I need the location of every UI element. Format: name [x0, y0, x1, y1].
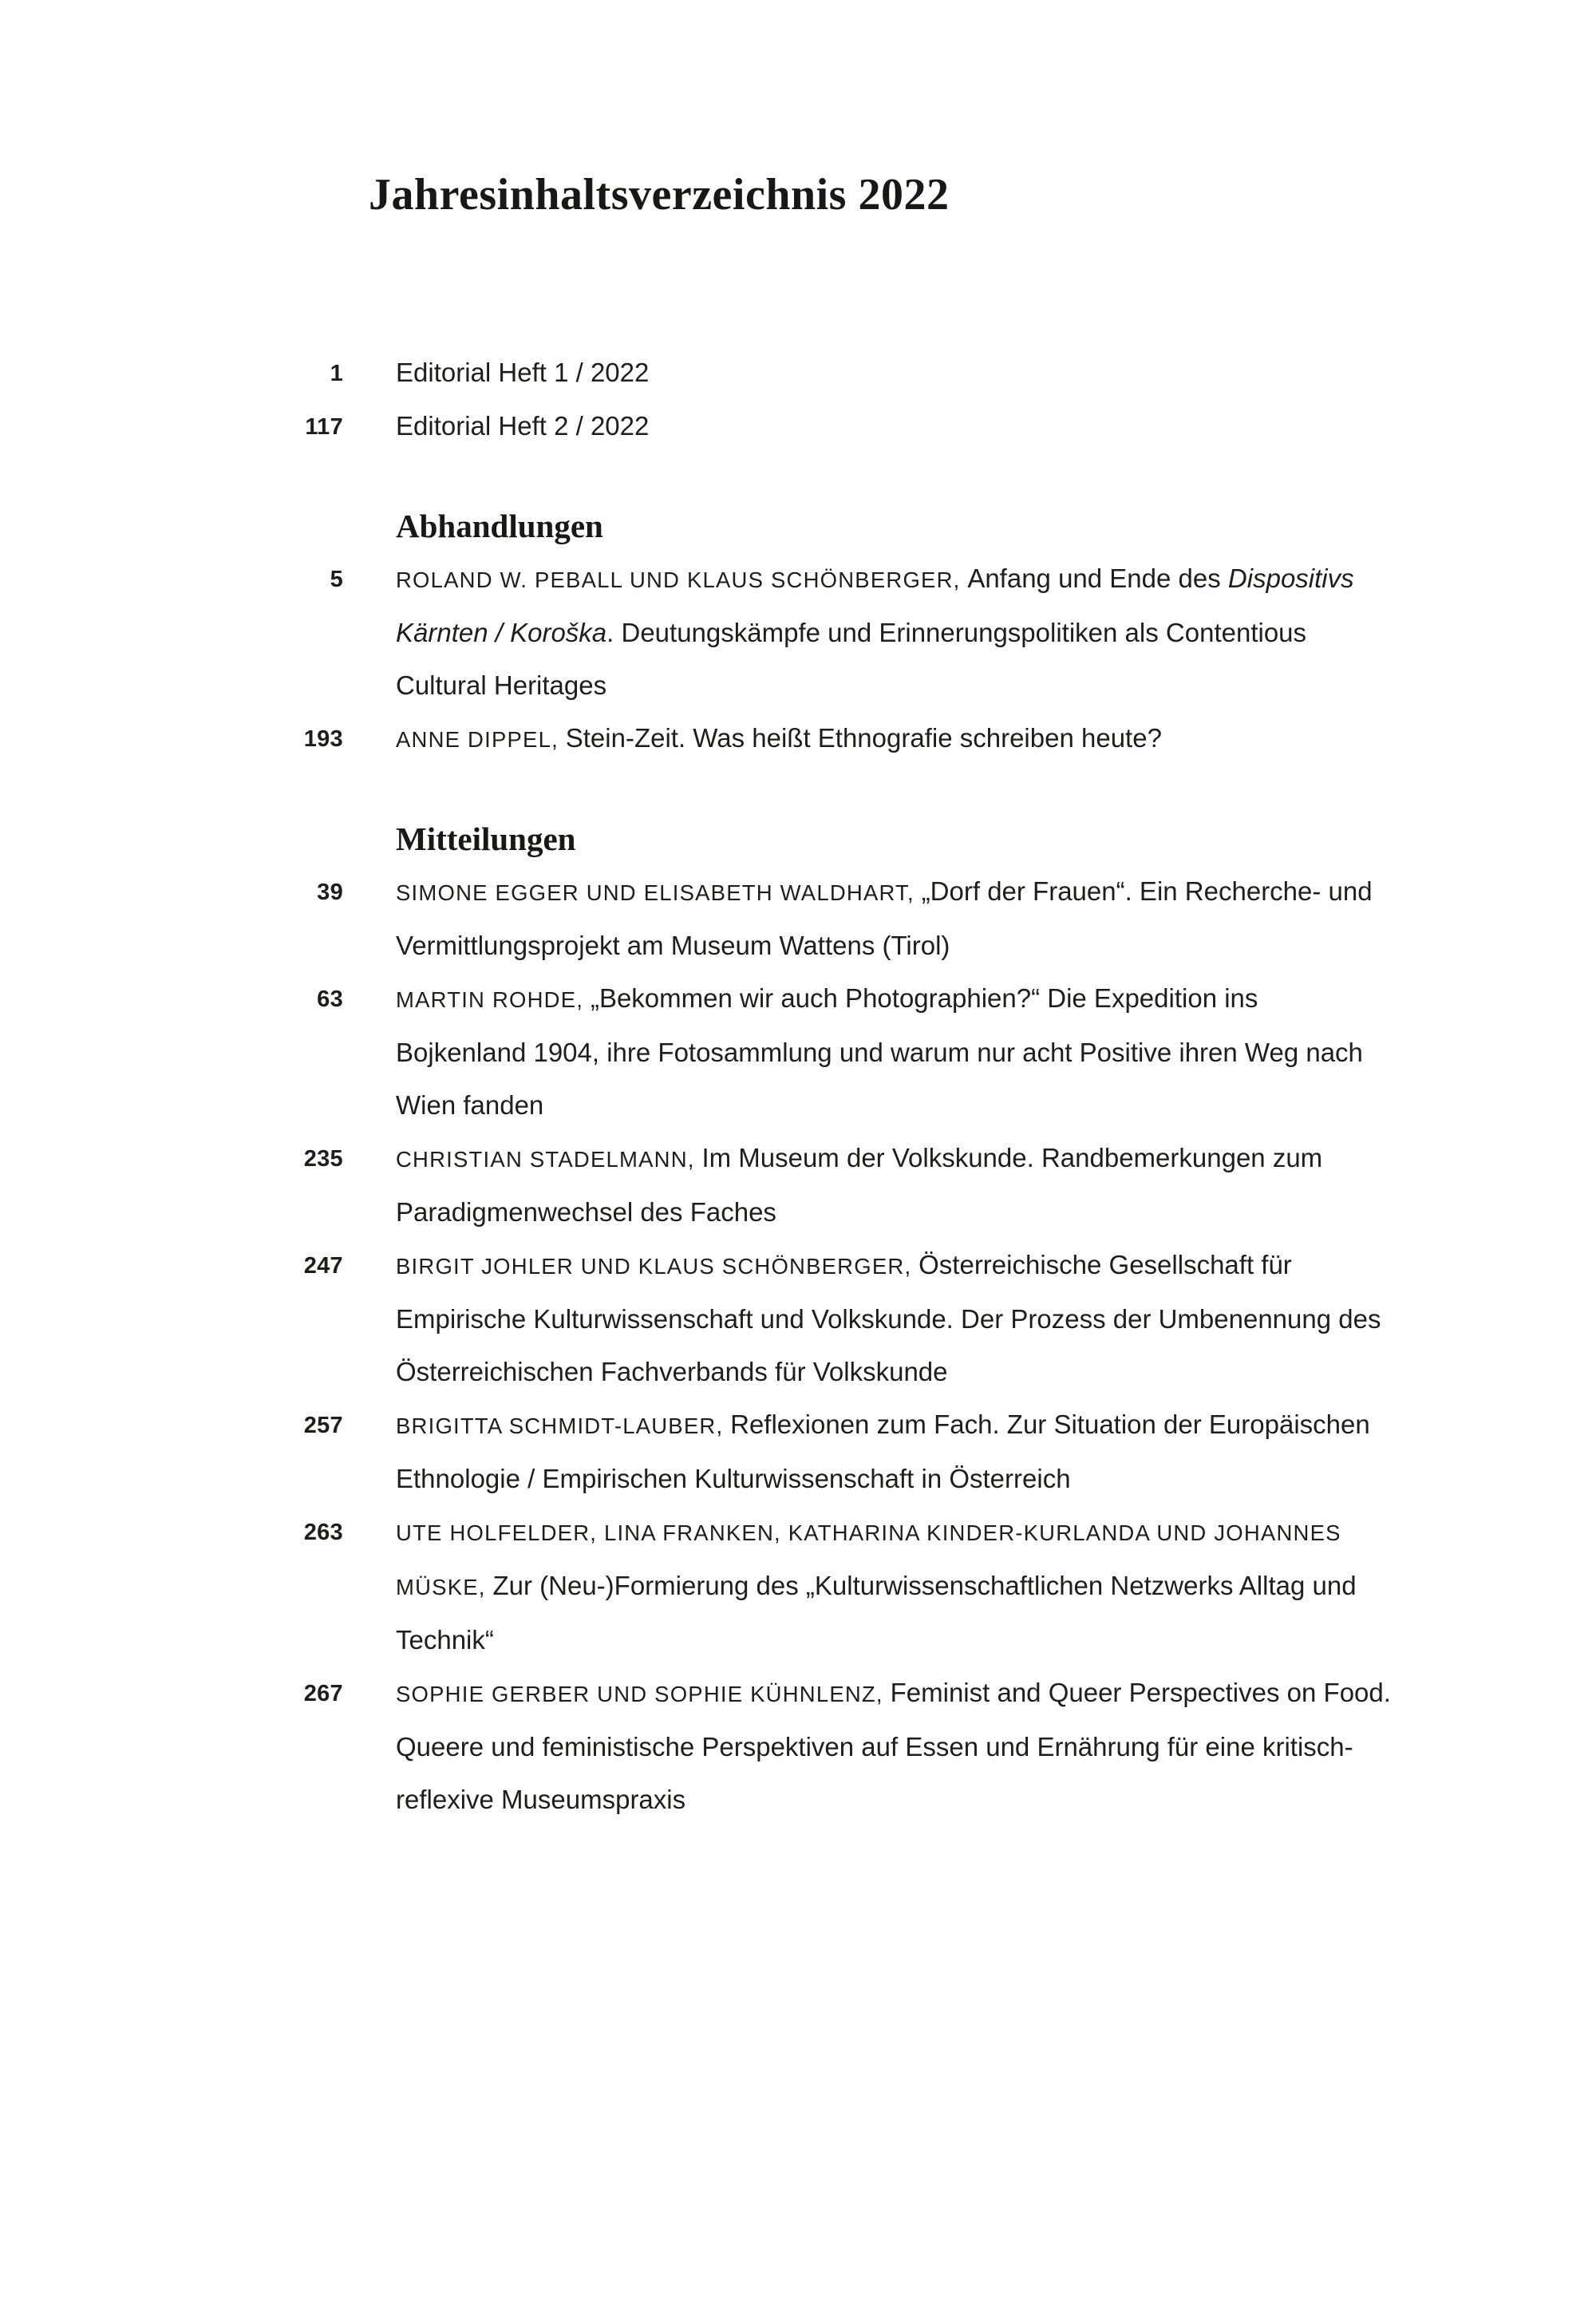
- toc-entry: [267, 1239, 1400, 1398]
- toc-entry: [267, 1132, 1400, 1239]
- entry-page-number: 117: [305, 414, 343, 440]
- author-names: BIRGIT JOHLER UND KLAUS SCHÖNBERGER,: [396, 1254, 919, 1279]
- author-names: ROLAND W. PEBALL UND KLAUS SCHÖNBERGER,: [396, 567, 968, 592]
- toc-group: [267, 812, 1404, 1826]
- entry-page-number: 193: [303, 726, 343, 752]
- entry-page-number: 5: [330, 567, 343, 592]
- entry-title-text: „Bekommen wir auch Photographien?“ Die Expedition ins Bojkenland 1904, ihre Fotosammlung und warum nur acht Positive ihren Weg nach Wien fanden: [396, 983, 1363, 1120]
- entry-title-text: Reflexionen zum Fach. Zur Situation der Europäischen Ethnologie / Empirischen Kulturwissenschaft in Österreich: [396, 1410, 1370, 1493]
- entry-title-text: Editorial Heft 2 / 2022: [396, 411, 650, 441]
- entry-page-number: 63: [317, 986, 343, 1012]
- author-names: UTE HOLFELDER, LINA FRANKEN, KATHARINA KINDER-KURLANDA UND JOHANNES MÜSKE,: [396, 1520, 1341, 1599]
- toc-entry: [267, 972, 1400, 1132]
- page-title: Jahresinhaltsverzeichnis 2022: [369, 170, 950, 219]
- toc-entry: [267, 712, 1400, 766]
- entry-title-text: Feminist and Queer Perspectives on Food. Queere und feministische Perspektiven auf Essen und Ernährung für eine kritisch-reflexive Museumspraxis: [396, 1678, 1391, 1814]
- entry-page-number: 247: [303, 1253, 343, 1279]
- entry-text: [396, 1505, 1393, 1667]
- entry-page-number: 39: [317, 880, 343, 905]
- entry-text: [396, 1398, 1393, 1505]
- toc-entry: [267, 400, 1400, 453]
- entry-page-number: 257: [303, 1413, 343, 1438]
- entry-text: [396, 552, 1393, 712]
- toc-group: [267, 500, 1404, 766]
- toc-entry: [267, 1398, 1400, 1505]
- entry-title-text: Im Museum der Volkskunde. Randbemerkungen zum Paradigmenwechsel des Faches: [396, 1143, 1323, 1227]
- entry-title-text: Zur (Neu-)Formierung des „Kulturwissenschaftlichen Netzwerks Alltag und Technik“: [396, 1571, 1357, 1655]
- entry-page-number: 267: [303, 1681, 343, 1706]
- entry-text: [396, 972, 1393, 1132]
- author-names: BRIGITTA SCHMIDT-LAUBER,: [396, 1413, 731, 1438]
- entry-text: [396, 865, 1393, 972]
- entry-text: [396, 1239, 1393, 1398]
- entry-title-text: . Deutungskämpfe und Erinnerungspolitiken als Contentious Cultural Heritages: [396, 618, 1307, 700]
- entry-title-text: Stein-Zeit. Was heißt Ethnografie schreiben heute?: [565, 723, 1162, 753]
- toc-group: [267, 346, 1404, 453]
- table-of-contents: [267, 346, 1404, 1826]
- section-heading: Mitteilungen: [396, 820, 576, 857]
- author-names: ANNE DIPPEL,: [396, 727, 566, 752]
- author-names: SOPHIE GERBER UND SOPHIE KÜHNLENZ,: [396, 1682, 891, 1706]
- entry-page-number: 1: [330, 361, 343, 386]
- entry-title-text: Österreichische Gesellschaft für Empirische Kulturwissenschaft und Volkskunde. Der Prozess der Umbenennung des Österreichischen Fachverbands für Volkskunde: [396, 1250, 1381, 1386]
- toc-entry: [267, 346, 1400, 400]
- author-names: MARTIN ROHDE,: [396, 987, 591, 1012]
- toc-entry: [267, 1667, 1400, 1826]
- entry-text: [396, 346, 1393, 400]
- entry-page-number: 235: [303, 1146, 343, 1172]
- entry-title-text: Editorial Heft 1 / 2022: [396, 358, 650, 387]
- entry-page-number: 263: [303, 1520, 343, 1545]
- toc-entry: [267, 865, 1400, 972]
- entry-text: [396, 1667, 1393, 1826]
- entry-text: [396, 1132, 1393, 1239]
- author-names: SIMONE EGGER UND ELISABETH WALDHART,: [396, 880, 922, 905]
- section-heading: Abhandlungen: [396, 508, 603, 544]
- entry-title-text: Dispositivs Kärnten / Koroška: [396, 563, 1354, 647]
- entry-text: [396, 712, 1393, 766]
- toc-entry: [267, 1505, 1400, 1667]
- entry-title-text: Anfang und Ende des: [967, 563, 1228, 593]
- entry-title-text: „Dorf der Frauen“. Ein Recherche- und Vermittlungsprojekt am Museum Wattens (Tirol): [396, 876, 1373, 960]
- entry-text: [396, 400, 1393, 453]
- author-names: CHRISTIAN STADELMANN,: [396, 1147, 702, 1172]
- toc-entry: [267, 552, 1400, 712]
